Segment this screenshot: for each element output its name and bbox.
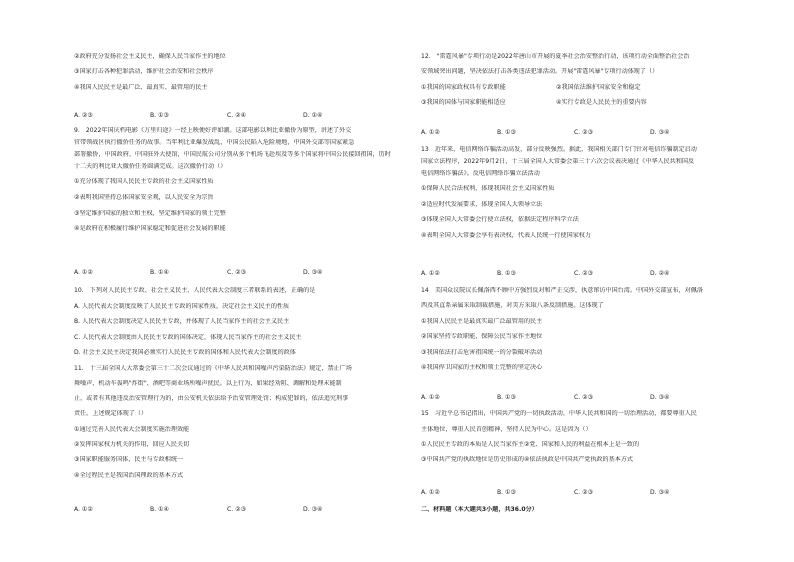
q9-stem-2: 官带领战区执行撤侨任务的故事。当年利比亚爆发战乱，中国公民陷入危险境地，中国外交部等国家紧急 xyxy=(74,139,355,146)
q13-options xyxy=(421,270,773,278)
q15-option-a[interactable]: A. ①② xyxy=(421,489,440,496)
q12-stem-2: 安领域突出问题，坚决依法打击各类违法犯罪活动。开展"雷霆风暴"专项行动体现了（） xyxy=(421,68,659,75)
q12-statement-2: ②我国依法维护国家安全和稳定 xyxy=(556,84,641,91)
q12-option-c[interactable]: C. ②③ xyxy=(574,129,594,136)
q13-stem-2: 国家立法程序，2022年9月2日，十三届全国人大常委会第三十六次会议表决通过《中华人民共和国反 xyxy=(421,158,695,165)
q15-option-d[interactable]: D. ③④ xyxy=(650,489,670,496)
q15-stem-1: 15 习近平总书记指出，中国共产党的一切执政活动，中华人民共和国的一切治理活动，都要尊重人民 xyxy=(421,410,697,417)
q11-statement-4: ④全过程民主是我国治国理政的基本方式 xyxy=(74,472,184,479)
q12-option-b[interactable]: B. ①③ xyxy=(497,129,516,136)
q14-statement-1: ①我国人民民主是最真实最广泛最管用的民主 xyxy=(421,318,543,325)
q13-stem-3: 电信网络诈骗法》。反电信网络诈骗立法活动 xyxy=(421,170,540,177)
q9-option-c[interactable]: C. ②③ xyxy=(227,269,247,276)
q8-statement-3: ③国家打击各种犯罪活动，维护社会治安和社会秩序 xyxy=(74,68,214,75)
q12-option-d[interactable]: D. ③④ xyxy=(650,129,670,136)
q8-statement-2: ②政府充分发扬社会主义民主，确保人民当家作主的地位 xyxy=(74,53,226,60)
q8-option-a[interactable]: A. ②③ xyxy=(74,112,93,119)
q13-statement-4: ④表明全国人大常委会享有表决权，代表人民统一行使国家权力 xyxy=(421,232,591,239)
q15-statements-2: ③中国共产党的执政地位是历史形成的④依法执政是中国共产党执政的基本方式 xyxy=(421,456,634,463)
q14-option-c[interactable]: C. ②③ xyxy=(574,394,594,401)
section-2-heading: 二、材料题（本大题共3小题，共36.0分） xyxy=(421,506,538,513)
q14-stem-2: 西及其直系亲属采取制裁措施，对美方采取八条反制措施。这体现了 xyxy=(421,302,604,309)
q13-option-b[interactable]: B. ①③ xyxy=(497,270,516,277)
q13-statement-3: ③体现全国人大常委会行使立法权，依据法定程序科学立法 xyxy=(421,216,579,223)
q14-option-d[interactable]: D. ③④ xyxy=(650,394,670,401)
q8-option-d[interactable]: D. ①④ xyxy=(303,112,323,119)
q12-statement-4: ④实行专政是人民民主的重要内容 xyxy=(556,99,647,106)
q11-stem-4: 责任。上述规定体现了（） xyxy=(74,410,148,417)
q8-statement-4: ④我国人民民主是最广泛、最真实、最管用的民主 xyxy=(74,84,208,91)
q10-stem: 10. 下列对人民民主专政、社会主义民主、人民代表大会制度三者联系的表述，正确的是 xyxy=(74,287,316,294)
q13-statement-2: ②适应时代发展要求，体现全国人大领导立法 xyxy=(421,201,543,208)
q11-option-b[interactable]: B. ①④ xyxy=(150,506,169,513)
q12-statements-row-1 xyxy=(421,84,773,92)
left-column xyxy=(74,0,426,562)
q9-option-b[interactable]: B. ①④ xyxy=(150,269,169,276)
q13-stem-1: 13 近年来，电信网络诈骗活动高发，部分反映强烈。据此，我国相关部门专门针对电信诈骗制定启动 xyxy=(421,146,697,153)
q9-statement-4: ④是政府在积极履行维护国家稳定和促进社会发展的职能 xyxy=(74,225,226,232)
q8-option-c[interactable]: C. ②④ xyxy=(227,112,247,119)
q14-stem-1: 14 美国众议院议长佩洛西不顾中方强烈反对和严正交涉，执意窜访中国台湾。中国外交部宣布，对佩洛 xyxy=(421,287,703,294)
q12-options xyxy=(421,129,773,137)
q12-statements-row-2 xyxy=(421,99,773,107)
q14-statement-2: ②国家坚持专政职能，保障公民当家作主地位 xyxy=(421,333,543,340)
q9-option-a[interactable]: A. ①② xyxy=(74,269,93,276)
q10-option-a[interactable]: A. 人民代表大会制度反映了人民民主专政的国家性质，决定社会主义民主的性质 xyxy=(74,303,290,310)
q14-statement-3: ③我国依法打击危害祖国统一的分裂破坏活动 xyxy=(421,349,543,356)
q9-options xyxy=(74,269,426,277)
q15-stem-2: 主体地位，尊重人民首创精神，坚持人民为中心。这是因为（） xyxy=(421,426,592,433)
q11-stem-1: 11. 十三届全国人大常委会第三十二次会议通过的《中华人民共和国噪声污染防治法》规定，禁止广场 xyxy=(74,365,352,372)
q11-stem-3: 止，或者有其他违反治安管理行为的，由公安机关依法给予治安管理处罚；构成犯罪的，依法追究刑事 xyxy=(74,395,349,402)
q10-option-b[interactable]: B. 人民代表大会制度决定人民民主专政，并体现了人民当家作主的社会主义民主 xyxy=(74,318,290,325)
q13-option-a[interactable]: A. ①② xyxy=(421,270,440,277)
q12-stem-1: 12. "雷霆风暴"专项行动是2022年唐山市开展的夏季社会治安整治行动，该项行动全面整治社会治 xyxy=(421,53,690,60)
q10-option-d[interactable]: D. 社会主义民主决定我国必须实行人民民主专政的国体和人民代表大会制度的政体 xyxy=(74,349,296,356)
q9-stem-1: 9. 2022年国庆档电影《万里归途》一经上映便好评如潮。这部电影以利比亚撤侨为原型，讲述了外交 xyxy=(74,127,352,134)
q11-stem-2: 舞噪声、机动车轰鸣"炸街"、酒吧等商业场所噪声扰民。以上行为，如果经劝阻、调解和处理未能制 xyxy=(74,380,342,387)
q11-statement-1: ①通过完善人民代表大会制度实施治理效能 xyxy=(74,426,190,433)
q13-statement-1: ①保障人民合法权利，体现我国社会主义国家性质 xyxy=(421,185,555,192)
q9-statement-2: ②表明我国坚持总体国家安全观，以人民安全为宗旨 xyxy=(74,194,214,201)
q14-option-a[interactable]: A. ①② xyxy=(421,394,440,401)
q15-option-b[interactable]: B. ①③ xyxy=(497,489,516,496)
q8-option-b[interactable]: B. ①③ xyxy=(150,112,169,119)
q14-option-b[interactable]: B. ①③ xyxy=(497,394,516,401)
q9-stem-4: 十二天的利比亚大撤侨任务圆满完成。这次撤侨行动（） xyxy=(74,163,227,170)
q12-statement-1: ①我国的国家政权具有专政职能 xyxy=(421,84,506,91)
right-column xyxy=(421,0,773,562)
q11-option-c[interactable]: C. ②③ xyxy=(227,506,247,513)
q9-statement-3: ③坚定维护国家的独立和主权，坚定维护国家的领土完整 xyxy=(74,210,226,217)
q14-options xyxy=(421,394,773,402)
q15-option-c[interactable]: C. ②③ xyxy=(574,489,594,496)
q12-option-a[interactable]: A. ①② xyxy=(421,129,440,136)
q12-statement-3: ③我国的国体与国家职能相适应 xyxy=(421,99,506,106)
q11-option-a[interactable]: A. ①② xyxy=(74,506,93,513)
q13-option-c[interactable]: C. ②③ xyxy=(574,270,594,277)
q9-statement-1: ①充分体现了我国人民民主专政的社会主义国家性质 xyxy=(74,178,214,185)
q9-option-d[interactable]: D. ③④ xyxy=(303,269,323,276)
q11-statement-2: ②发挥国家权力机关的作用，回应人民关切 xyxy=(74,441,190,448)
q11-options xyxy=(74,506,426,514)
q13-option-d[interactable]: D. ②④ xyxy=(650,270,670,277)
q11-statement-3: ③国家职能服务国体，民主与专政相统一 xyxy=(74,456,184,463)
q14-statement-4: ④我国捍卫国家的主权和领土完整的坚定决心 xyxy=(421,364,543,371)
q11-option-d[interactable]: D. ③④ xyxy=(303,506,323,513)
q8-options xyxy=(74,112,426,120)
q15-statements-1: ①人民民主专政的本质是人民当家作主②党、国家和人民的利益在根本上是一致的 xyxy=(421,441,640,448)
q10-option-c[interactable]: C. 人民代表大会制度由人民民主专政的国体决定，体现人民当家作主的社会主义民主 xyxy=(74,334,302,341)
q15-options xyxy=(421,489,773,497)
q9-stem-3: 部署撤侨，中国政府、中国驻外大使馆，中国民航公司分别从多个机场飞赴埃及等多个国家将中国公民接回祖国，历时 xyxy=(74,151,391,158)
